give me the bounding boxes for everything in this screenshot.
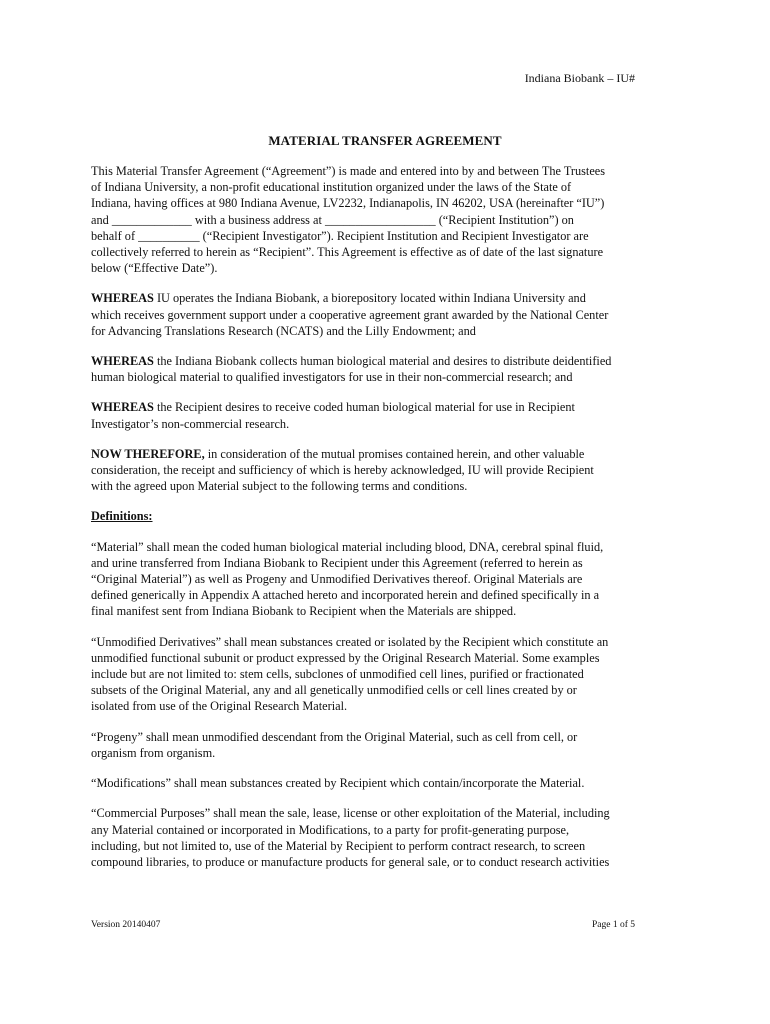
text-line: which receives government support under a cooperative agreement grant awarded by the National Center (91, 307, 609, 322)
whereas-lead: WHEREAS (91, 354, 154, 369)
whereas-lead: WHEREAS (91, 291, 154, 306)
definition-modifications (91, 775, 691, 791)
document-body (91, 163, 691, 884)
text-line: isolated from use of the Original Research Material. (91, 699, 348, 714)
definition-progeny (91, 729, 691, 761)
text-line: unmodified functional subunit or product expressed by the Original Research Material. Some examples (91, 650, 600, 665)
text-line: consideration, the receipt and sufficiency of which is hereby acknowledged, IU will provide Recipient (91, 463, 594, 478)
text-line: Indiana, having offices at 980 Indiana Avenue, LV2232, Indianapolis, IN 46202, USA (hereinafter “IU”) (91, 196, 605, 211)
text-line: “Unmodified Derivatives” shall mean substances created or isolated by the Recipient which constitute an (91, 634, 609, 649)
definition-unmodified-derivatives (91, 634, 691, 715)
intro-paragraph (91, 163, 691, 276)
text-line: final manifest sent from Indiana Biobank to Recipient when the Materials are shipped. (91, 604, 517, 619)
whereas-lead: WHEREAS (91, 400, 154, 415)
page-number: Page 1 of 5 (591, 920, 635, 930)
text-line: human biological material to qualified investigators for use in their non-commercial research; and (91, 370, 573, 385)
text-line: This Material Transfer Agreement (“Agreement”) is made and entered into by and between The Trustees (91, 164, 606, 178)
text-fragment: in consideration of the mutual promises contained herein, and other valuable (204, 446, 585, 461)
definition-commercial-purposes (91, 805, 691, 870)
text-line: include but are not limited to: stem cells, subclones of unmodified cell lines, purified or fractionated (91, 667, 584, 682)
text-line (91, 290, 691, 306)
text-fragment: the Recipient desires to receive coded human biological material for use in Recipient (153, 400, 575, 415)
whereas-paragraph-1 (91, 290, 691, 339)
document-title: MATERIAL TRANSFER AGREEMENT (268, 133, 502, 148)
text-line: of Indiana University, a non-profit educational institution organized under the laws of the State of (91, 180, 572, 195)
text-line: subsets of the Original Material, any and all genetically unmodified cells or cell lines created by or (91, 683, 577, 698)
text-line: for Advancing Translations Research (NCATS) and the Lilly Endowment; and (91, 323, 476, 338)
text-line: any Material contained or incorporated in Modifications, to a party for profit-generating purpose, (91, 822, 570, 837)
text-line: compound libraries, to produce or manufacture products for general sale, or to conduct research activities (91, 854, 610, 869)
now-therefore-lead: NOW THEREFORE, (91, 446, 205, 461)
now-therefore-paragraph (91, 446, 691, 495)
text-line: “Commercial Purposes” shall mean the sale, lease, license or other exploitation of the Material, including (91, 806, 610, 821)
text-line: defined generically in Appendix A attached hereto and incorporated herein and defined specifically in a (91, 588, 600, 603)
text-line: collectively referred to herein as “Recipient”. This Agreement is effective as of date of the last signature (91, 245, 604, 260)
text-line: “Material” shall mean the coded human biological material including blood, DNA, cerebral spinal fluid, (91, 539, 604, 554)
header-reference: Indiana Biobank – IU# (524, 71, 635, 85)
text-line: below (“Effective Date”). (91, 261, 218, 276)
text-line: behalf of __________ (“Recipient Investigator”). Recipient Institution and Recipient Investigator are (91, 228, 589, 243)
text-line: organism from organism. (91, 745, 216, 760)
text-line (91, 446, 691, 462)
text-line: “Progeny” shall mean unmodified descendant from the Original Material, such as cell from cell, or (91, 729, 578, 744)
definition-material (91, 539, 691, 620)
text-fragment: the Indiana Biobank collects human biological material and desires to distribute deidentified (153, 354, 612, 369)
text-line: and _____________ with a business address at __________________ (“Recipient Institution”) on (91, 212, 574, 227)
text-line: Investigator’s non-commercial research. (91, 416, 290, 431)
text-line: including, but not limited to, use of the Material by Recipient to perform contract research, to screen (91, 838, 586, 853)
text-line: “Original Material”) as well as Progeny and Unmodified Derivatives thereof. Original Materials are (91, 572, 583, 587)
text-line: “Modifications” shall mean substances created by Recipient which contain/incorporate the Material. (91, 776, 585, 791)
text-line: with the agreed upon Material subject to the following terms and conditions. (91, 479, 468, 494)
text-fragment: IU operates the Indiana Biobank, a biorepository located within Indiana University and (153, 291, 586, 306)
text-line (91, 399, 691, 415)
definitions-heading: Definitions: (91, 509, 153, 524)
whereas-paragraph-3 (91, 399, 691, 431)
version-label: Version 20140407 (91, 920, 161, 930)
whereas-paragraph-2 (91, 353, 691, 385)
text-line (91, 353, 691, 369)
text-line: and urine transferred from Indiana Biobank to Recipient under this Agreement (referred to herein as (91, 555, 583, 570)
